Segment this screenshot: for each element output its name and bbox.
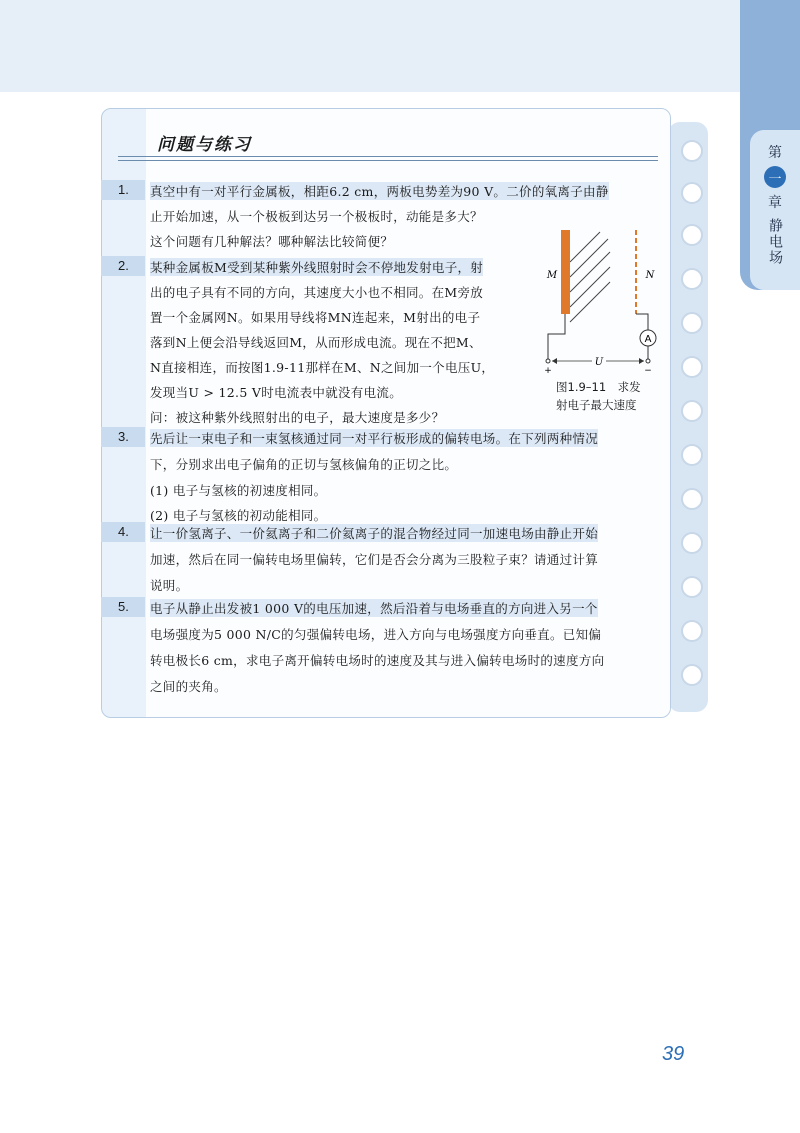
problem-text-line: 落到N上便会沿导线返回M，从而形成电流。现在不把M、: [150, 335, 482, 350]
binder-rings: [676, 126, 710, 706]
wire-left: [548, 314, 565, 360]
problem-text-line: 止开始加速，从一个极板到达另一个极板时，动能是多大？: [150, 209, 483, 224]
problem-text-line: N直接相连，而按图1.9-11那样在M、N之间加一个电压U，: [150, 360, 495, 375]
chapter-number-badge: 一: [764, 166, 786, 188]
problem-text-line: 转电极长6 cm，求电子离开偏转电场时的速度及其与进入偏转电场时的速度方向: [150, 653, 605, 668]
page-number: 39: [662, 1043, 685, 1065]
terminal-positive: [546, 359, 550, 363]
problem-text-line: (1) 电子与氢核的初速度相同。: [150, 483, 327, 498]
header-band: [0, 0, 740, 92]
binder-ring: [681, 268, 703, 290]
binder-ring: [681, 312, 703, 334]
problem-text-line: 某种金属板M受到某种紫外线照射时会不停地发射电子，射: [150, 260, 484, 275]
problem-number: 2.: [118, 258, 129, 273]
chapter-title: 静电场: [767, 218, 783, 266]
problem-text-line: 出的电子具有不同的方向，其速度大小也不相同。在M旁放: [150, 285, 484, 300]
problem-text-line: 置一个金属网N。如果用导线将MN连起来，M射出的电子: [150, 310, 481, 325]
wire-right: [636, 314, 648, 330]
problem-text-line: 电场强度为5 000 N/C的匀强偏转电场，进入方向与电场强度方向垂直。已知偏: [150, 627, 602, 642]
chapter-prefix: 第: [768, 145, 782, 161]
light-rays: [570, 232, 610, 322]
problem-text-line: 问：被这种紫外线照射出的电子，最大速度是多少？: [150, 410, 445, 425]
figure-caption-line: 图1.9–11 求发: [556, 380, 641, 394]
chapter-tab-label: [750, 130, 800, 290]
section-title: 问题与练习: [157, 135, 252, 155]
problem-number: 3.: [118, 429, 129, 444]
problem-text-line: 下，分别求出电子偏角的正切与氢核偏角的正切之比。: [150, 457, 458, 472]
arrow-head-left: [552, 358, 557, 364]
chapter-suffix: 章: [768, 195, 782, 211]
ammeter-label: A: [644, 334, 652, 345]
binder-ring: [681, 488, 703, 510]
problem-number: 4.: [118, 524, 129, 539]
figure-caption-line: 射电子最大速度: [556, 398, 637, 412]
problem-text-line: 之间的夹角。: [150, 679, 227, 694]
label-n: N: [645, 270, 655, 281]
problem-text-line: 先后让一束电子和一束氢核通过同一对平行板形成的偏转电场。在下列两种情况: [150, 431, 599, 446]
problem-number: 1.: [118, 182, 129, 197]
problem-number: 5.: [118, 599, 129, 614]
problem-text-line: 真空中有一对平行金属板，相距6.2 cm，两板电势差为90 V。二价的氧离子由静: [150, 184, 609, 199]
binder-ring: [681, 182, 703, 204]
binder-ring: [681, 532, 703, 554]
problem-text-line: (2) 电子与氢核的初动能相同。: [150, 508, 327, 523]
title-rule: [118, 160, 658, 161]
figure-caption: [556, 378, 656, 414]
plus-sign: +: [544, 366, 552, 376]
terminal-negative: [646, 359, 650, 363]
problem-text-line: 说明。: [150, 578, 189, 593]
arrow-head-right: [639, 358, 644, 364]
binder-ring: [681, 356, 703, 378]
binder-ring: [681, 224, 703, 246]
chapter-tab[interactable]: [740, 0, 800, 290]
binder-ring: [681, 576, 703, 598]
title-rule: [118, 156, 658, 157]
minus-sign: −: [644, 366, 652, 376]
voltage-label: U: [594, 357, 604, 368]
problem-text-line: 加速，然后在同一偏转电场里偏转，它们是否会分离为三股粒子束？请通过计算: [150, 552, 599, 567]
problem-text-line: 让一价氢离子、一价氦离子和二价氦离子的混合物经过同一加速电场由静止开始: [150, 526, 599, 541]
binder-ring: [681, 400, 703, 422]
binder-ring: [681, 444, 703, 466]
binder-ring: [681, 620, 703, 642]
problem-text-line: 发现当U > 12.5 V时电流表中就没有电流。: [150, 385, 402, 400]
label-m: M: [546, 270, 558, 281]
plate-m: [561, 230, 570, 314]
problem-text-line: 这个问题有几种解法？哪种解法比较简便？: [150, 234, 394, 249]
binder-ring: [681, 140, 703, 162]
problem-text-line: 电子从静止出发被1 000 V的电压加速，然后沿着与电场垂直的方向进入另一个: [150, 601, 598, 616]
binder-ring: [681, 664, 703, 686]
